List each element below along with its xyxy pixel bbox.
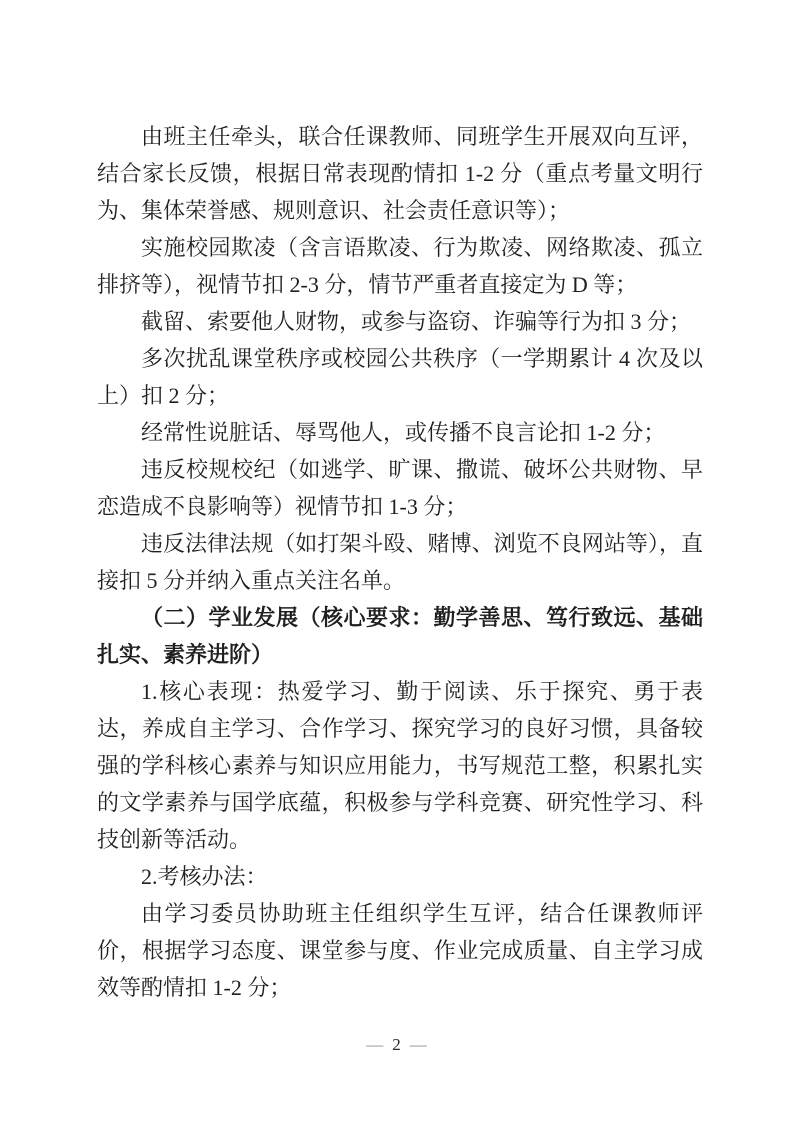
paragraph-theft-fraud-deduction: 截留、索要他人财物，或参与盗窃、诈骗等行为扣 3 分；: [141, 309, 692, 334]
page-footer: [0, 1034, 793, 1056]
footer-dash-left: —: [366, 1035, 384, 1054]
paragraph-school-rules-violation: 违反校规校纪（如逃学、旷课、撒谎、破坏公共财物、早恋造成不良影响等）视情节扣 1-3 分；: [97, 457, 703, 519]
document-body: [97, 118, 703, 1006]
paragraph-law-violation: 违反法律法规（如打架斗殴、赌博、浏览不良网站等），直接扣 5 分并纳入重点关注名单。: [97, 531, 703, 593]
section-heading-academic-development: （二）学业发展（核心要求：勤学善思、笃行致远、基础扎实、素养进阶）: [97, 605, 703, 667]
paragraph-core-performance: 1.核心表现：热爱学习、勤于阅读、乐于探究、勇于表达，养成自主学习、合作学习、探究学习的良好习惯，具备较强的学科核心素养与知识应用能力，书写规范工整，积累扎实的文学素养与国学底蕴，积极参与学科竞赛、研究性学习、科技创新等活动。: [97, 679, 703, 852]
paragraph-mutual-review-deduction: 由班主任牵头，联合任课教师、同班学生开展双向互评，结合家长反馈，根据日常表现酌情扣 1-2 分（重点考量文明行为、集体荣誉感、规则意识、社会责任意识等）；: [97, 124, 703, 223]
paragraph-bullying-deduction: 实施校园欺凌（含言语欺凌、行为欺凌、网络欺凌、孤立排挤等），视情节扣 2-3 分，情节严重者直接定为 D 等；: [97, 235, 703, 297]
paragraph-bad-language-deduction: 经常性说脏话、辱骂他人，或传播不良言论扣 1-2 分；: [141, 420, 666, 445]
page-number: 2: [392, 1035, 401, 1054]
paragraph-assessment-method-label: 2.考核办法：: [141, 864, 268, 889]
footer-dash-right: —: [409, 1035, 427, 1054]
paragraph-order-disruption-deduction: 多次扰乱课堂秩序或校园公共秩序（一学期累计 4 次及以上）扣 2 分；: [97, 346, 703, 408]
paragraph-assessment-method-detail: 由学习委员协助班主任组织学生互评，结合任课教师评价，根据学习态度、课堂参与度、作业完成质量、自主学习成效等酌情扣 1-2 分；: [97, 901, 703, 1000]
